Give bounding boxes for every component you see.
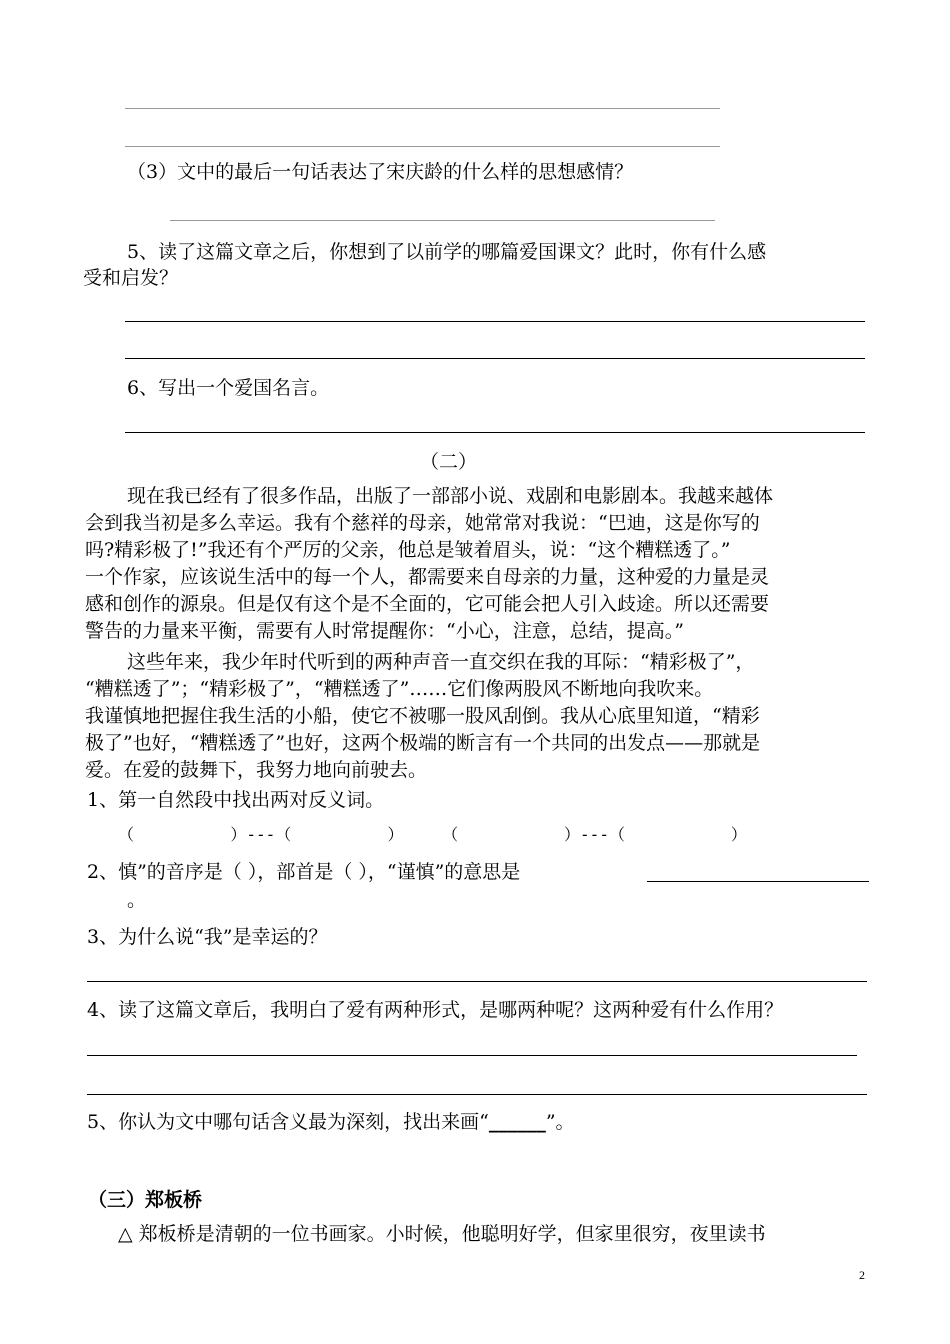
passage-line: 一个作家，应该说生活中的每一个人，都需要来自母亲的力量，这种爱的力量是灵	[85, 566, 770, 588]
passage-line: 吗?精彩极了!”我还有个严厉的父亲，他总是皱着眉头，说：“这个糟糕透了。”	[85, 539, 731, 561]
section-heading: （二）	[420, 451, 478, 473]
passage-line: 警告的力量来平衡，需要有人时常提醒你：“小心，注意，总结，提高。”	[85, 620, 684, 642]
answer-line	[87, 1094, 867, 1095]
answer-line	[647, 881, 869, 882]
passage-line: 现在我已经有了很多作品，出版了一部部小说、戏剧和电影剧本。我越来越体	[127, 485, 774, 507]
answer-line	[125, 432, 865, 433]
answer-line	[87, 981, 867, 982]
question-6: 6、写出一个爱国名言。	[127, 377, 330, 399]
passage-line: “糟糕透了”；“精彩极了”，“糟糕透了”……它们像两股风不断地向我吹来。	[85, 678, 714, 700]
question-5-text: 5、你认为文中哪句话含义最为深刻，找出来画“	[87, 1111, 489, 1133]
page-number: 2	[859, 1268, 865, 1282]
passage-line: 会到我当初是多么幸运。我有个慈祥的母亲，她常常对我说：“巴迪，这是你写的	[85, 512, 760, 534]
answer-line	[125, 108, 720, 109]
answer-line	[87, 1055, 857, 1056]
question-5-b	[87, 1110, 575, 1134]
passage-line: 我谨慎地把握住我生活的小船，使它不被哪一股风刮倒。我从心底里知道，“精彩	[85, 705, 760, 727]
question-5-line1: 5、读了这篇文章之后，你想到了以前学的哪篇爱国课文？此时，你有什么感	[127, 241, 767, 263]
question-4: 4、读了这篇文章后，我明白了爱有两种形式，是哪两种呢？这两种爱有什么作用？	[87, 999, 784, 1021]
section-3-line: △ 郑板桥是清朝的一位书画家。小时候，他聪明好学，但家里很穷，夜里读书	[118, 1223, 766, 1245]
question-3-b: 3、为什么说“我”是幸运的？	[87, 926, 328, 948]
answer-line	[125, 321, 865, 322]
passage-line: 感和创作的源泉。但是仅有这个是不全面的，它可能会把人引入歧途。所以还需要	[85, 593, 770, 615]
question-2: 2、慎”的音序是（ ），部首是（ ），“谨慎”的意思是	[87, 861, 521, 883]
passage-line: 极了”也好，“糟糕透了”也好，这两个极端的断言有一个共同的出发点——那就是	[85, 732, 761, 754]
question-5-line2: 受和启发？	[83, 267, 179, 289]
passage-line: 爱。在爱的鼓舞下，我努力地向前驶去。	[85, 759, 428, 781]
question-3: （3）文中的最后一句话表达了宋庆龄的什么样的思想感情？	[127, 161, 634, 183]
question-1: 1、第一自然段中找出两对反义词。	[87, 789, 385, 811]
question-2-end: 。	[127, 889, 147, 911]
answer-line	[125, 358, 865, 359]
underline-blank: ______	[488, 1111, 546, 1133]
question-5-end: ”。	[545, 1111, 575, 1133]
answer-line	[125, 146, 720, 147]
answer-line	[170, 220, 715, 221]
section-3-heading: （三）郑板桥	[88, 1189, 203, 1211]
question-1-blanks: （ ）---（ ） （ ）---（ ）	[118, 825, 747, 844]
passage-line: 这些年来，我少年时代听到的两种声音一直交织在我的耳际：“精彩极了”，	[127, 651, 755, 673]
